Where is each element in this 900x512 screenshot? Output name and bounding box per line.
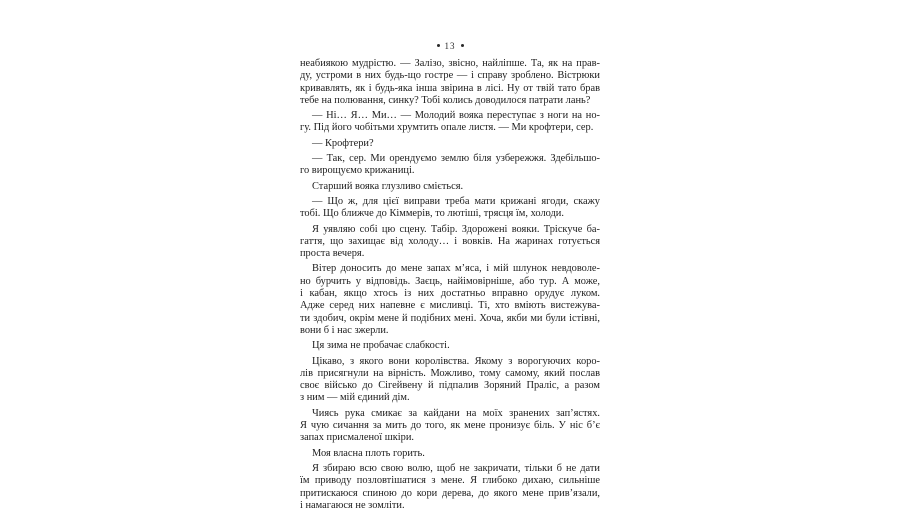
text-line: своє військо до Сігейвену й підпалив Зоряний Праліс, а разом [300,380,600,392]
text-line: Адже серед них напевне є мисливці. Ті, хто вміють вистежува- [300,300,600,312]
text-line: — Так, сер. Ми орендуємо землю біля узбережжя. Здебільшо- [312,153,600,165]
paragraph [300,448,600,460]
paragraph [300,408,600,445]
text-line: Вітер доносить до мене запах м’яса, і мій шлунок невдоволе- [312,263,600,275]
page-number: 13 [444,41,456,51]
text-line: з ним — мій єдиний дім. [300,392,410,404]
text-line: неабиякою мудрістю. — Залізо, звісно, найліпше. Та, як на прав- [300,58,600,69]
paragraph [300,153,600,178]
text-line: Я уявляю собі цю сцену. Табір. Здорожені вояки. Тріскуче ба- [312,223,600,235]
text-line: но бурчить у відповідь. Заєць, найімовірніше, або тур. А може, [300,275,600,287]
text-line: — Що ж, для цієї виправи треба мати крижані ягоди, скажу [312,195,600,207]
text-line: Цікаво, з якого вони королівства. Якому з ворогуючих коро- [312,355,600,367]
paragraph [300,340,600,352]
text-line: вони б і нас зжерли. [300,324,389,336]
text-line: запах присмаленої шкіри. [300,432,415,444]
text-line: кривавлять, як і будь-яка інша звірина в лісі. Ну от твій тато брав [300,82,600,94]
paragraph [300,138,600,150]
text-line: Моя власна плоть горить. [312,447,425,459]
paragraph [300,196,600,221]
text-line: Чиясь рука смикає за кайдани на моїх зранених зап’ястях. [312,407,600,419]
text-line: тобі. Що ближче до Кіммерів, то лютіші, трясця їм, холоди. [300,208,564,220]
paragraph [300,263,600,337]
text-line: лів присягнули на вірність. Можливо, тому самому, який послав [300,367,600,379]
paragraph [300,110,600,135]
text-line: і намагаюся не зомліти. [300,499,405,511]
text-line: гаття, що захищає від холоду… і вовків. На жаринах готується [300,235,600,247]
folio-bullet-left [437,44,440,47]
text-line: Я збираю всю свою волю, щоб не закричати, тільки б не дати [312,462,600,474]
text-line: тебе на полювання, синку? Тобі колись доводилося патрати лань? [300,94,591,106]
text-line: го вирощуємо крижаниці. [300,165,415,177]
text-line: притискаюся спиною до кори дерева, до якого мене прив’язали, [300,487,600,499]
body-text [300,58,600,512]
text-line: ду, устроми в них будь-що гостре — і справу зроблено. Вістрюки [300,70,600,82]
text-line: — Ні… Я… Ми… — Молодий вояка переступає з ноги на но- [312,110,600,122]
text-line: ти здобич, окрім мене й подібних мені. Хоча, якби ми були істівні, [300,312,600,324]
paragraph [300,463,600,512]
page-folio [0,41,900,51]
folio-bullet-right [461,44,464,47]
text-line: Ця зима не пробачає слабкості. [312,340,450,352]
text-line: і кабан, якщо хтось із них достатньо вправно орудує луком. [300,288,600,300]
paragraph [300,181,600,193]
text-line: — Крофтери? [312,137,374,149]
text-line: Я чую сичання за мить до того, як мене пронизує біль. У ніс б’є [300,420,600,432]
paragraph [300,58,600,107]
paragraph [300,224,600,261]
text-line: гу. Під його чобітьми хрумтить опале листя. — Ми крофтери, сер. [300,122,594,134]
paragraph [300,356,600,405]
text-line: Старший вояка глузливо сміється. [312,180,464,192]
text-line: їм приводу позловтішатися з мене. Я глибоко дихаю, сильніше [300,475,600,487]
text-line: проста вечеря. [300,248,365,260]
